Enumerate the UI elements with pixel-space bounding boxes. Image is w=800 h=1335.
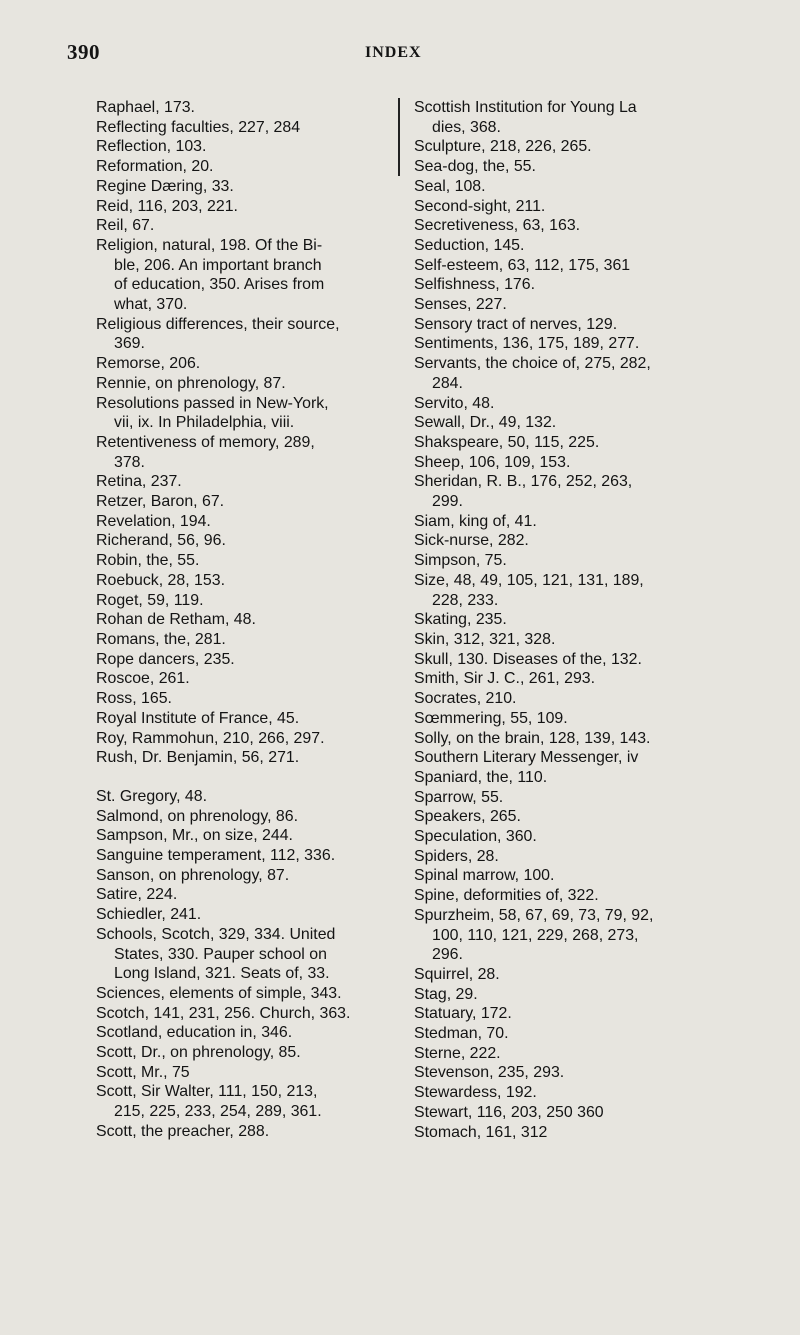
index-entry-line: Scotland, education in, 346. <box>96 1024 293 1042</box>
index-entry <box>96 1043 388 1063</box>
index-entry-line: Reid, 116, 203, 221. <box>96 197 238 215</box>
index-entry <box>96 551 388 571</box>
index-entry-line: Skull, 130. Diseases of the, 132. <box>414 650 642 668</box>
index-entry <box>414 1004 714 1024</box>
index-entry-line: Size, 48, 49, 105, 121, 131, 189, <box>414 571 644 589</box>
index-entry-line: 369. <box>114 335 145 353</box>
index-entry-line: Resolutions passed in New-York, <box>96 394 329 412</box>
index-entry-line: Spinal marrow, 100. <box>414 867 555 885</box>
index-entry-line: Stomach, 161, 312 <box>414 1123 548 1141</box>
index-entry-line: Sheridan, R. B., 176, 252, 263, <box>414 473 633 491</box>
index-entry-line: Senses, 227. <box>414 296 507 314</box>
index-entry-line: Selfishness, 176. <box>414 276 536 294</box>
index-entry-line: Scott, Mr., 75 <box>96 1063 190 1081</box>
index-entry-line: Sanguine temperament, 112, 336. <box>96 847 336 865</box>
index-entry-line: Scott, Sir Walter, 111, 150, 213, <box>96 1083 318 1101</box>
index-entry <box>414 788 714 808</box>
index-entry-line: Servants, the choice of, 275, 282, <box>414 355 651 373</box>
index-entry <box>96 118 388 138</box>
index-entry <box>414 275 714 295</box>
index-entry <box>414 768 714 788</box>
index-entry-line: Religious differences, their source, <box>96 315 340 333</box>
index-entry-line: dies, 368. <box>432 118 501 136</box>
index-entry <box>414 512 714 532</box>
index-entry <box>96 1122 388 1142</box>
index-entry <box>414 650 714 670</box>
index-entry <box>96 1063 388 1083</box>
index-entry <box>414 571 714 610</box>
index-entry-line: Ross, 165. <box>96 690 172 708</box>
index-entry-line: Siam, king of, 41. <box>414 512 537 530</box>
index-entry-line: Rennie, on phrenology, 87. <box>96 374 286 392</box>
page-number: 390 <box>67 40 100 64</box>
index-entry <box>414 216 714 236</box>
index-entry <box>414 1063 714 1083</box>
index-entry <box>96 315 388 354</box>
index-entry-line: Roy, Rammohun, 210, 266, 297. <box>96 729 325 747</box>
index-entry-line: Royal Institute of France, 45. <box>96 709 300 727</box>
index-entry <box>414 334 714 354</box>
index-column-left <box>96 98 388 1142</box>
index-entry-line: Sea-dog, the, 55. <box>414 158 536 176</box>
index-entry <box>414 236 714 256</box>
index-entry-line: Revelation, 194. <box>96 512 211 530</box>
index-entry <box>414 630 714 650</box>
index-entry-line: Scott, Dr., on phrenology, 85. <box>96 1044 301 1062</box>
index-entry <box>96 610 388 630</box>
index-entry-line: 378. <box>114 453 145 471</box>
index-entry <box>414 906 714 965</box>
index-entry <box>414 531 714 551</box>
index-entry <box>414 1044 714 1064</box>
index-entry-line: Sanson, on phrenology, 87. <box>96 866 290 884</box>
index-entry <box>96 394 388 433</box>
index-entry-line: Second-sight, 211. <box>414 197 546 215</box>
index-entry-line: vii, ix. In Philadelphia, viii. <box>114 414 295 432</box>
index-entry <box>96 157 388 177</box>
index-entry <box>414 847 714 867</box>
index-entry-line: 215, 225, 233, 254, 289, 361. <box>114 1103 322 1121</box>
index-entry <box>414 866 714 886</box>
index-entry-line: Stag, 29. <box>414 985 478 1003</box>
index-entry <box>96 885 388 905</box>
index-entry <box>96 787 388 807</box>
index-entry-line: Spurzheim, 58, 67, 69, 73, 79, 92, <box>414 906 654 924</box>
index-entry-line: Sœmmering, 55, 109. <box>414 709 568 727</box>
index-entry-line: Servito, 48. <box>414 394 495 412</box>
index-entry-line: 284. <box>432 374 463 392</box>
index-entry-line: Stewardess, 192. <box>414 1084 537 1102</box>
index-entry <box>96 354 388 374</box>
index-entry-line: Sick-nurse, 282. <box>414 532 529 550</box>
index-entry <box>414 1103 714 1123</box>
index-entry <box>414 354 714 393</box>
index-entry <box>414 1024 714 1044</box>
index-entry-line: States, 330. Pauper school on <box>114 945 327 963</box>
index-entry-line: Reflecting faculties, 227, 284 <box>96 118 301 136</box>
index-entry <box>96 98 388 118</box>
index-entry <box>414 256 714 276</box>
index-entry <box>96 925 388 984</box>
index-entry-line: Secretiveness, 63, 163. <box>414 217 581 235</box>
index-entry <box>414 827 714 847</box>
index-entry <box>414 137 714 157</box>
index-entry <box>414 472 714 511</box>
index-entry-line: Scott, the preacher, 288. <box>96 1122 270 1140</box>
index-entry <box>96 709 388 729</box>
index-entry <box>414 453 714 473</box>
index-entry <box>414 886 714 906</box>
index-entry-line: Sensory tract of nerves, 129. <box>414 315 618 333</box>
index-entry <box>96 984 388 1004</box>
index-entry <box>96 531 388 551</box>
index-entry <box>96 650 388 670</box>
index-entry <box>414 1083 714 1103</box>
index-entry-line: Raphael, 173. <box>96 99 195 116</box>
index-entry <box>96 137 388 157</box>
index-entry <box>414 965 714 985</box>
index-entry-line: Speculation, 360. <box>414 828 537 846</box>
index-entry <box>414 729 714 749</box>
index-entry-line: Salmond, on phrenology, 86. <box>96 807 299 825</box>
index-entry <box>96 591 388 611</box>
index-entry-line: 296. <box>432 946 463 964</box>
index-entry-line: Simpson, 75. <box>414 552 507 570</box>
index-entry-line: Retentiveness of memory, 289, <box>96 433 315 451</box>
index-entry-line: Romans, the, 281. <box>96 630 226 648</box>
index-entry-line: Shakspeare, 50, 115, 225. <box>414 433 600 451</box>
index-entry <box>96 826 388 846</box>
index-entry <box>414 669 714 689</box>
index-entry-line: Stevenson, 235, 293. <box>414 1064 565 1082</box>
index-entry <box>96 905 388 925</box>
index-entry <box>96 846 388 866</box>
index-entry-line: Stewart, 116, 203, 250 360 <box>414 1103 604 1121</box>
index-entry <box>414 98 714 137</box>
index-entry-line: Regine Dæring, 33. <box>96 177 234 195</box>
index-entry-line: 100, 110, 121, 229, 268, 273, <box>432 926 639 944</box>
index-entry-line: Retina, 237. <box>96 473 182 491</box>
index-entry <box>414 551 714 571</box>
index-entry <box>96 1023 388 1043</box>
index-entry <box>414 315 714 335</box>
index-entry-line: Satire, 224. <box>96 886 178 904</box>
index-entry <box>414 985 714 1005</box>
index-entry <box>96 1004 388 1024</box>
index-entry-line: Solly, on the brain, 128, 139, 143. <box>414 729 651 747</box>
index-entry-line: Speakers, 265. <box>414 808 521 826</box>
index-entry-line: Sparrow, 55. <box>414 788 504 806</box>
index-entry-line: Schools, Scotch, 329, 334. United <box>96 925 336 943</box>
index-entry <box>96 197 388 217</box>
index-entry-line: Roebuck, 28, 153. <box>96 571 225 589</box>
index-entry <box>414 1123 714 1143</box>
index-entry-line: Schiedler, 241. <box>96 906 202 924</box>
index-entry-line: Rush, Dr. Benjamin, 56, 271. <box>96 749 300 767</box>
index-entry-line: Richerand, 56, 96. <box>96 532 226 550</box>
index-entry <box>414 157 714 177</box>
index-entry-line: Religion, natural, 198. Of the Bi- <box>96 236 323 254</box>
index-entry-line: Robin, the, 55. <box>96 552 200 570</box>
index-entry <box>96 512 388 532</box>
index-entry <box>414 295 714 315</box>
index-entry-line: Seduction, 145. <box>414 236 525 254</box>
column-rule <box>398 98 400 176</box>
index-entry-line: St. Gregory, 48. <box>96 787 207 805</box>
index-entry-line: Smith, Sir J. C., 261, 293. <box>414 670 596 688</box>
index-column-right <box>414 98 714 1142</box>
index-entry-line: Self-esteem, 63, 112, 175, 361 <box>414 256 631 274</box>
index-entry-line: what, 370. <box>114 296 188 314</box>
index-entry-line: Spine, deformities of, 322. <box>414 887 599 905</box>
index-entry-line: Retzer, Baron, 67. <box>96 493 225 511</box>
index-entry <box>414 394 714 414</box>
index-entry <box>414 177 714 197</box>
index-entry-line: Squirrel, 28. <box>414 965 500 983</box>
index-entry <box>414 197 714 217</box>
running-head: INDEX <box>365 44 422 61</box>
index-entry-line: Southern Literary Messenger, iv <box>414 749 639 767</box>
index-entry <box>96 807 388 827</box>
index-entry-line: 228, 233. <box>432 591 499 609</box>
index-entry <box>96 236 388 315</box>
index-entry-line: Sewall, Dr., 49, 132. <box>414 414 557 432</box>
index-entry-line: Skating, 235. <box>414 611 507 629</box>
index-entry <box>414 413 714 433</box>
index-entry-line: Roscoe, 261. <box>96 670 190 688</box>
index-entry-line: ble, 206. An important branch <box>114 256 322 274</box>
index-entry <box>414 709 714 729</box>
index-entry-line: Roget, 59, 119. <box>96 591 204 609</box>
index-entry-line: Sterne, 222. <box>414 1044 501 1062</box>
index-entry-line: Sculpture, 218, 226, 265. <box>414 138 592 156</box>
index-entry-line: Rope dancers, 235. <box>96 650 235 668</box>
index-entry <box>96 669 388 689</box>
index-entry-line: Rohan de Retham, 48. <box>96 611 256 629</box>
index-entry <box>96 571 388 591</box>
index-entry-line: Sentiments, 136, 175, 189, 277. <box>414 335 640 353</box>
index-entry-line: Sheep, 106, 109, 153. <box>414 453 571 471</box>
index-entry <box>414 689 714 709</box>
index-entry-line: Sciences, elements of simple, 343. <box>96 984 342 1002</box>
index-entry-line: Spaniard, the, 110. <box>414 768 548 786</box>
index-entry <box>96 177 388 197</box>
index-entry <box>96 433 388 472</box>
index-entry <box>96 748 388 768</box>
index-entry-line: Scotch, 141, 231, 256. Church, 363. <box>96 1004 351 1022</box>
index-entry-line: Scottish Institution for Young La <box>414 99 637 116</box>
index-entry <box>414 807 714 827</box>
index-entry <box>96 630 388 650</box>
index-entry <box>96 492 388 512</box>
index-entry <box>414 433 714 453</box>
index-entry <box>96 866 388 886</box>
index-entry <box>414 610 714 630</box>
index-entry-line: Reflection, 103. <box>96 138 207 156</box>
index-entry <box>96 472 388 492</box>
index-entry <box>414 748 714 768</box>
index-entry-line: Seal, 108. <box>414 177 486 195</box>
index-entry-line: Spiders, 28. <box>414 847 499 865</box>
index-entry-line: Long Island, 321. Seats of, 33. <box>114 965 330 983</box>
index-entry <box>96 374 388 394</box>
index-entry-line: Reformation, 20. <box>96 158 214 176</box>
index-entry-line: of education, 350. Arises from <box>114 276 325 294</box>
index-entry <box>96 689 388 709</box>
index-entry-line: Remorse, 206. <box>96 355 201 373</box>
index-entry-line: 299. <box>432 493 463 511</box>
index-entry-line: Socrates, 210. <box>414 690 517 708</box>
index-entry-line: Reil, 67. <box>96 217 155 235</box>
index-entry-line: Skin, 312, 321, 328. <box>414 630 556 648</box>
index-entry-line: Stedman, 70. <box>414 1025 509 1043</box>
index-entry <box>96 729 388 749</box>
index-entry-line: Statuary, 172. <box>414 1005 512 1023</box>
index-entry <box>96 1082 388 1121</box>
index-entry <box>96 216 388 236</box>
index-entry-line: Sampson, Mr., on size, 244. <box>96 827 293 845</box>
